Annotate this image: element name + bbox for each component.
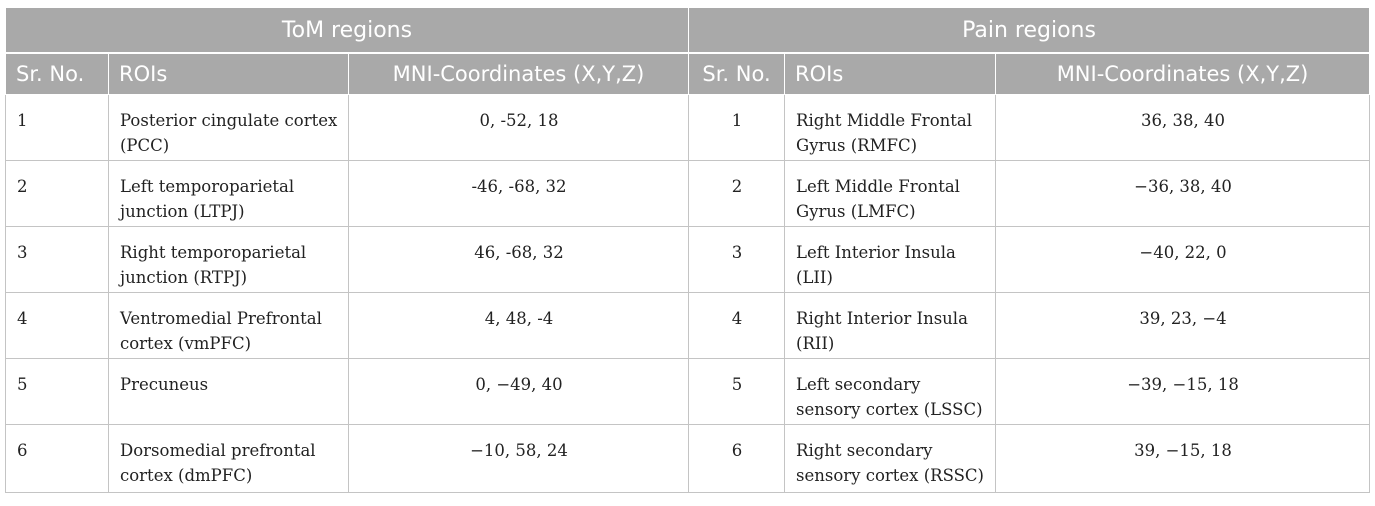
tom-mni-cell: 0, -52, 18	[349, 95, 689, 161]
pain-roi-header: ROIs	[785, 53, 996, 95]
table-body	[6, 95, 1370, 493]
tom-roi-cell: Right temporoparietal junction (RTPJ)	[109, 227, 349, 293]
pain-srno-cell: 6	[689, 425, 785, 493]
tom-srno-cell: 4	[6, 293, 109, 359]
pain-mni-cell: 39, −15, 18	[996, 425, 1370, 493]
pain-mni-cell: −40, 22, 0	[996, 227, 1370, 293]
pain-srno-cell: 4	[689, 293, 785, 359]
pain-regions-header: Pain regions	[689, 8, 1370, 54]
pain-mni-header: MNI-Coordinates (X,Y,Z)	[996, 53, 1370, 95]
tom-roi-cell: Posterior cingulate cortex (PCC)	[109, 95, 349, 161]
tom-srno-cell: 2	[6, 161, 109, 227]
tom-mni-cell: -46, -68, 32	[349, 161, 689, 227]
tom-srno-cell: 5	[6, 359, 109, 425]
tom-mni-cell: 0, −49, 40	[349, 359, 689, 425]
pain-roi-cell: Left secondary sensory cortex (LSSC)	[785, 359, 996, 425]
pain-roi-cell: Left Middle Frontal Gyrus (LMFC)	[785, 161, 996, 227]
pain-roi-cell: Right Interior Insula (RII)	[785, 293, 996, 359]
tom-roi-cell: Left temporoparietal junction (LTPJ)	[109, 161, 349, 227]
pain-roi-cell: Left Interior Insula (LII)	[785, 227, 996, 293]
pain-srno-cell: 5	[689, 359, 785, 425]
pain-srno-cell: 2	[689, 161, 785, 227]
pain-mni-cell: −39, −15, 18	[996, 359, 1370, 425]
tom-roi-header: ROIs	[109, 53, 349, 95]
tom-roi-cell: Precuneus	[109, 359, 349, 425]
table-row	[6, 227, 1370, 293]
tom-roi-cell: Ventromedial Prefrontal cortex (vmPFC)	[109, 293, 349, 359]
table-row	[6, 161, 1370, 227]
pain-srno-cell: 1	[689, 95, 785, 161]
tom-srno-cell: 3	[6, 227, 109, 293]
pain-srno-cell: 3	[689, 227, 785, 293]
pain-srno-header: Sr. No.	[689, 53, 785, 95]
tom-mni-cell: 4, 48, -4	[349, 293, 689, 359]
pain-mni-cell: −36, 38, 40	[996, 161, 1370, 227]
tom-mni-header: MNI-Coordinates (X,Y,Z)	[349, 53, 689, 95]
group-header-row	[6, 8, 1370, 54]
pain-mni-cell: 36, 38, 40	[996, 95, 1370, 161]
table-row	[6, 95, 1370, 161]
tom-mni-cell: −10, 58, 24	[349, 425, 689, 493]
pain-roi-cell: Right Middle Frontal Gyrus (RMFC)	[785, 95, 996, 161]
table-row	[6, 293, 1370, 359]
tom-srno-cell: 6	[6, 425, 109, 493]
table-row	[6, 359, 1370, 425]
tom-roi-cell: Dorsomedial prefrontal cortex (dmPFC)	[109, 425, 349, 493]
tom-regions-header: ToM regions	[6, 8, 689, 54]
tom-srno-cell: 1	[6, 95, 109, 161]
pain-mni-cell: 39, 23, −4	[996, 293, 1370, 359]
pain-roi-cell: Right secondary sensory cortex (RSSC)	[785, 425, 996, 493]
tom-srno-header: Sr. No.	[6, 53, 109, 95]
column-header-row	[6, 53, 1370, 95]
roi-coordinates-table	[5, 7, 1370, 493]
tom-mni-cell: 46, -68, 32	[349, 227, 689, 293]
table-row	[6, 425, 1370, 493]
